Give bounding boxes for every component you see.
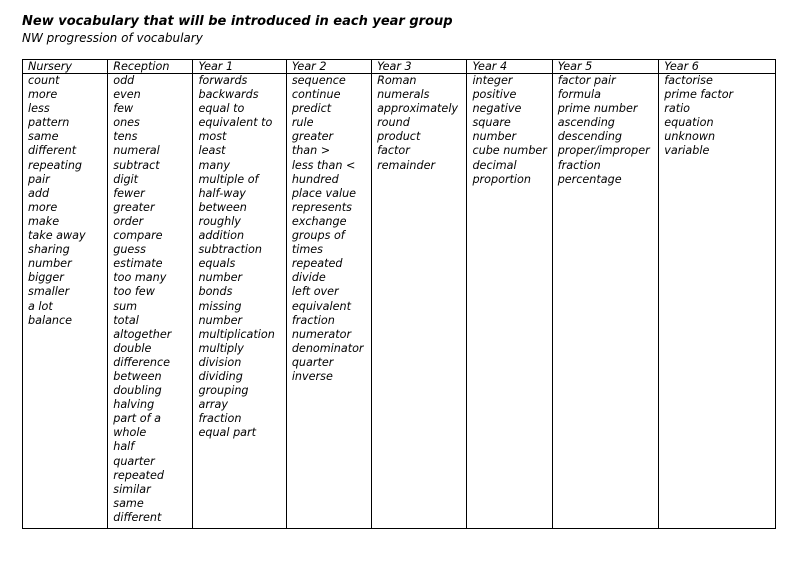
vocabulary-word: estimate xyxy=(113,257,163,271)
vocabulary-word: inverse xyxy=(291,369,333,383)
vocabulary-word: quarter xyxy=(291,355,334,369)
vocabulary-word: numerator xyxy=(291,327,352,341)
vocabulary-word: greater xyxy=(291,130,334,144)
vocabulary-table xyxy=(22,59,776,529)
vocabulary-word: bonds xyxy=(198,285,233,299)
vocabulary-word: more xyxy=(28,88,58,102)
column-header-year-6: Year 6 xyxy=(659,60,776,74)
vocabulary-word: between xyxy=(198,200,247,214)
word-list-nursery xyxy=(23,74,108,529)
vocabulary-word: make xyxy=(28,214,60,228)
vocabulary-word: altogether xyxy=(113,327,172,341)
vocabulary-word: multiply xyxy=(198,341,244,355)
vocabulary-word: proportion xyxy=(472,172,531,186)
vocabulary-word: most xyxy=(198,130,227,144)
vocabulary-word: division xyxy=(198,355,242,369)
vocabulary-word: repeated xyxy=(113,468,164,482)
vocabulary-word: Roman xyxy=(377,74,417,87)
vocabulary-word: denominator xyxy=(291,341,364,355)
vocabulary-word: equal to xyxy=(198,102,245,116)
vocabulary-word: square xyxy=(472,116,511,130)
vocabulary-word: equivalent xyxy=(291,299,351,313)
vocabulary-word: variable xyxy=(664,144,710,158)
column-header-year-3: Year 3 xyxy=(372,60,467,74)
vocabulary-word: rule xyxy=(291,116,314,130)
vocabulary-word: dividing xyxy=(198,369,243,383)
vocabulary-word: number xyxy=(472,130,517,144)
column-header-year-2: Year 2 xyxy=(286,60,371,74)
vocabulary-word: take away xyxy=(28,229,86,243)
word-list-reception xyxy=(108,74,193,529)
vocabulary-word: forwards xyxy=(198,74,248,87)
vocabulary-word: roughly xyxy=(198,214,241,228)
vocabulary-word: compare xyxy=(113,229,163,243)
vocabulary-word: different xyxy=(28,144,77,158)
vocabulary-word: multiplication xyxy=(198,327,275,341)
vocabulary-word: fraction xyxy=(198,412,242,426)
vocabulary-word: same xyxy=(113,496,144,510)
vocabulary-word: number xyxy=(198,271,243,285)
vocabulary-word: factorise xyxy=(664,74,713,87)
vocabulary-word: balance xyxy=(28,313,73,327)
vocabulary-word: order xyxy=(113,214,144,228)
vocabulary-word: too few xyxy=(113,285,155,299)
vocabulary-word: ratio xyxy=(664,102,691,116)
vocabulary-word: quarter xyxy=(113,454,155,468)
vocabulary-word: sequence xyxy=(291,74,346,87)
vocabulary-word: smaller xyxy=(28,285,70,299)
vocabulary-word: doubling xyxy=(113,384,162,398)
vocabulary-word: total xyxy=(113,313,139,327)
vocabulary-word: greater xyxy=(113,200,155,214)
vocabulary-word: divide xyxy=(291,271,326,285)
vocabulary-word: even xyxy=(113,88,141,102)
vocabulary-word: than > xyxy=(291,144,331,158)
column-header-year-5: Year 5 xyxy=(552,60,659,74)
vocabulary-word: fraction xyxy=(557,158,601,172)
document-title: New vocabulary that will be introduced in each year group xyxy=(22,14,453,29)
vocabulary-word: count xyxy=(28,74,60,87)
vocabulary-word: place value xyxy=(291,186,357,200)
vocabulary-word: whole xyxy=(113,426,147,440)
vocabulary-word: formula xyxy=(557,88,602,102)
vocabulary-word: equals xyxy=(198,257,236,271)
vocabulary-word: too many xyxy=(113,271,167,285)
vocabulary-word: guess xyxy=(113,243,146,257)
vocabulary-word: grouping xyxy=(198,384,249,398)
vocabulary-word: multiple of xyxy=(198,172,259,186)
document-subtitle: NW progression of vocabulary xyxy=(22,31,203,45)
vocabulary-word: decimal xyxy=(472,158,517,172)
column-header-reception: Reception xyxy=(108,60,193,74)
vocabulary-word: proper/improper xyxy=(557,144,650,158)
column-header-year-4: Year 4 xyxy=(467,60,552,74)
vocabulary-word: addition xyxy=(198,229,245,243)
vocabulary-word: approximately xyxy=(377,102,459,116)
word-list-year-1 xyxy=(193,74,286,529)
vocabulary-word: subtraction xyxy=(198,243,262,257)
vocabulary-word: factor pair xyxy=(557,74,616,87)
column-header-nursery: Nursery xyxy=(23,60,108,74)
vocabulary-word: factor xyxy=(377,144,410,158)
vocabulary-word: negative xyxy=(472,102,522,116)
vocabulary-word: represents xyxy=(291,200,352,214)
vocabulary-word: ones xyxy=(113,116,140,130)
vocabulary-word: groups of xyxy=(291,229,345,243)
vocabulary-word: times xyxy=(291,243,323,257)
vocabulary-word: prime factor xyxy=(664,88,734,102)
vocabulary-word: halving xyxy=(113,398,155,412)
vocabulary-word: subtract xyxy=(113,158,160,172)
vocabulary-word: number xyxy=(28,257,72,271)
vocabulary-word: continue xyxy=(291,88,341,102)
word-list-year-4 xyxy=(467,74,552,529)
vocabulary-word: more xyxy=(28,200,58,214)
vocabulary-word: digit xyxy=(113,172,139,186)
vocabulary-word: unknown xyxy=(664,130,716,144)
word-list-year-3 xyxy=(372,74,467,529)
vocabulary-word: cube number xyxy=(472,144,547,158)
vocabulary-word: odd xyxy=(113,74,135,87)
vocabulary-word: sum xyxy=(113,299,138,313)
vocabulary-word: difference xyxy=(113,355,171,369)
vocabulary-word: many xyxy=(198,158,230,172)
vocabulary-word: number xyxy=(198,313,243,327)
word-list-year-5 xyxy=(552,74,659,529)
vocabulary-word: less xyxy=(28,102,50,116)
vocabulary-word: product xyxy=(377,130,421,144)
vocabulary-word: missing xyxy=(198,299,242,313)
vocabulary-word: backwards xyxy=(198,88,259,102)
vocabulary-word: predict xyxy=(291,102,332,116)
vocabulary-word: different xyxy=(113,510,162,524)
vocabulary-word: half xyxy=(113,440,135,454)
vocabulary-word: pattern xyxy=(28,116,70,130)
vocabulary-word: equal part xyxy=(198,426,257,440)
header-row xyxy=(23,60,776,74)
vocabulary-word: percentage xyxy=(557,172,622,186)
vocabulary-word: add xyxy=(28,186,50,200)
vocabulary-word: least xyxy=(198,144,226,158)
vocabulary-word: remainder xyxy=(377,158,436,172)
vocabulary-word: round xyxy=(377,116,410,130)
word-list-year-2 xyxy=(286,74,371,529)
vocabulary-word: sharing xyxy=(28,243,70,257)
vocabulary-word: fewer xyxy=(113,186,145,200)
vocabulary-row xyxy=(23,74,776,529)
word-list-year-6 xyxy=(659,74,776,529)
vocabulary-word: same xyxy=(28,130,59,144)
vocabulary-word: half-way xyxy=(198,186,246,200)
vocabulary-word: exchange xyxy=(291,214,347,228)
vocabulary-word: double xyxy=(113,341,152,355)
vocabulary-word: between xyxy=(113,369,162,383)
vocabulary-word: tens xyxy=(113,130,138,144)
vocabulary-word: repeated xyxy=(291,257,343,271)
vocabulary-word: numerals xyxy=(377,88,430,102)
vocabulary-word: integer xyxy=(472,74,513,87)
vocabulary-word: bigger xyxy=(28,271,64,285)
vocabulary-word: numeral xyxy=(113,144,160,158)
vocabulary-word: positive xyxy=(472,88,517,102)
vocabulary-word: equivalent to xyxy=(198,116,273,130)
vocabulary-word: less than < xyxy=(291,158,356,172)
vocabulary-word: fraction xyxy=(291,313,335,327)
vocabulary-word: prime number xyxy=(557,102,638,116)
vocabulary-word: equation xyxy=(664,116,714,130)
vocabulary-word: ascending xyxy=(557,116,615,130)
vocabulary-word: descending xyxy=(557,130,623,144)
vocabulary-word: repeating xyxy=(28,158,83,172)
vocabulary-word: left over xyxy=(291,285,339,299)
vocabulary-word: hundred xyxy=(291,172,339,186)
vocabulary-word: few xyxy=(113,102,134,116)
vocabulary-word: part of a xyxy=(113,412,161,426)
vocabulary-word: a lot xyxy=(28,299,53,313)
vocabulary-word: array xyxy=(198,398,228,412)
vocabulary-word: similar xyxy=(113,482,151,496)
column-header-year-1: Year 1 xyxy=(193,60,286,74)
vocabulary-word: pair xyxy=(28,172,50,186)
